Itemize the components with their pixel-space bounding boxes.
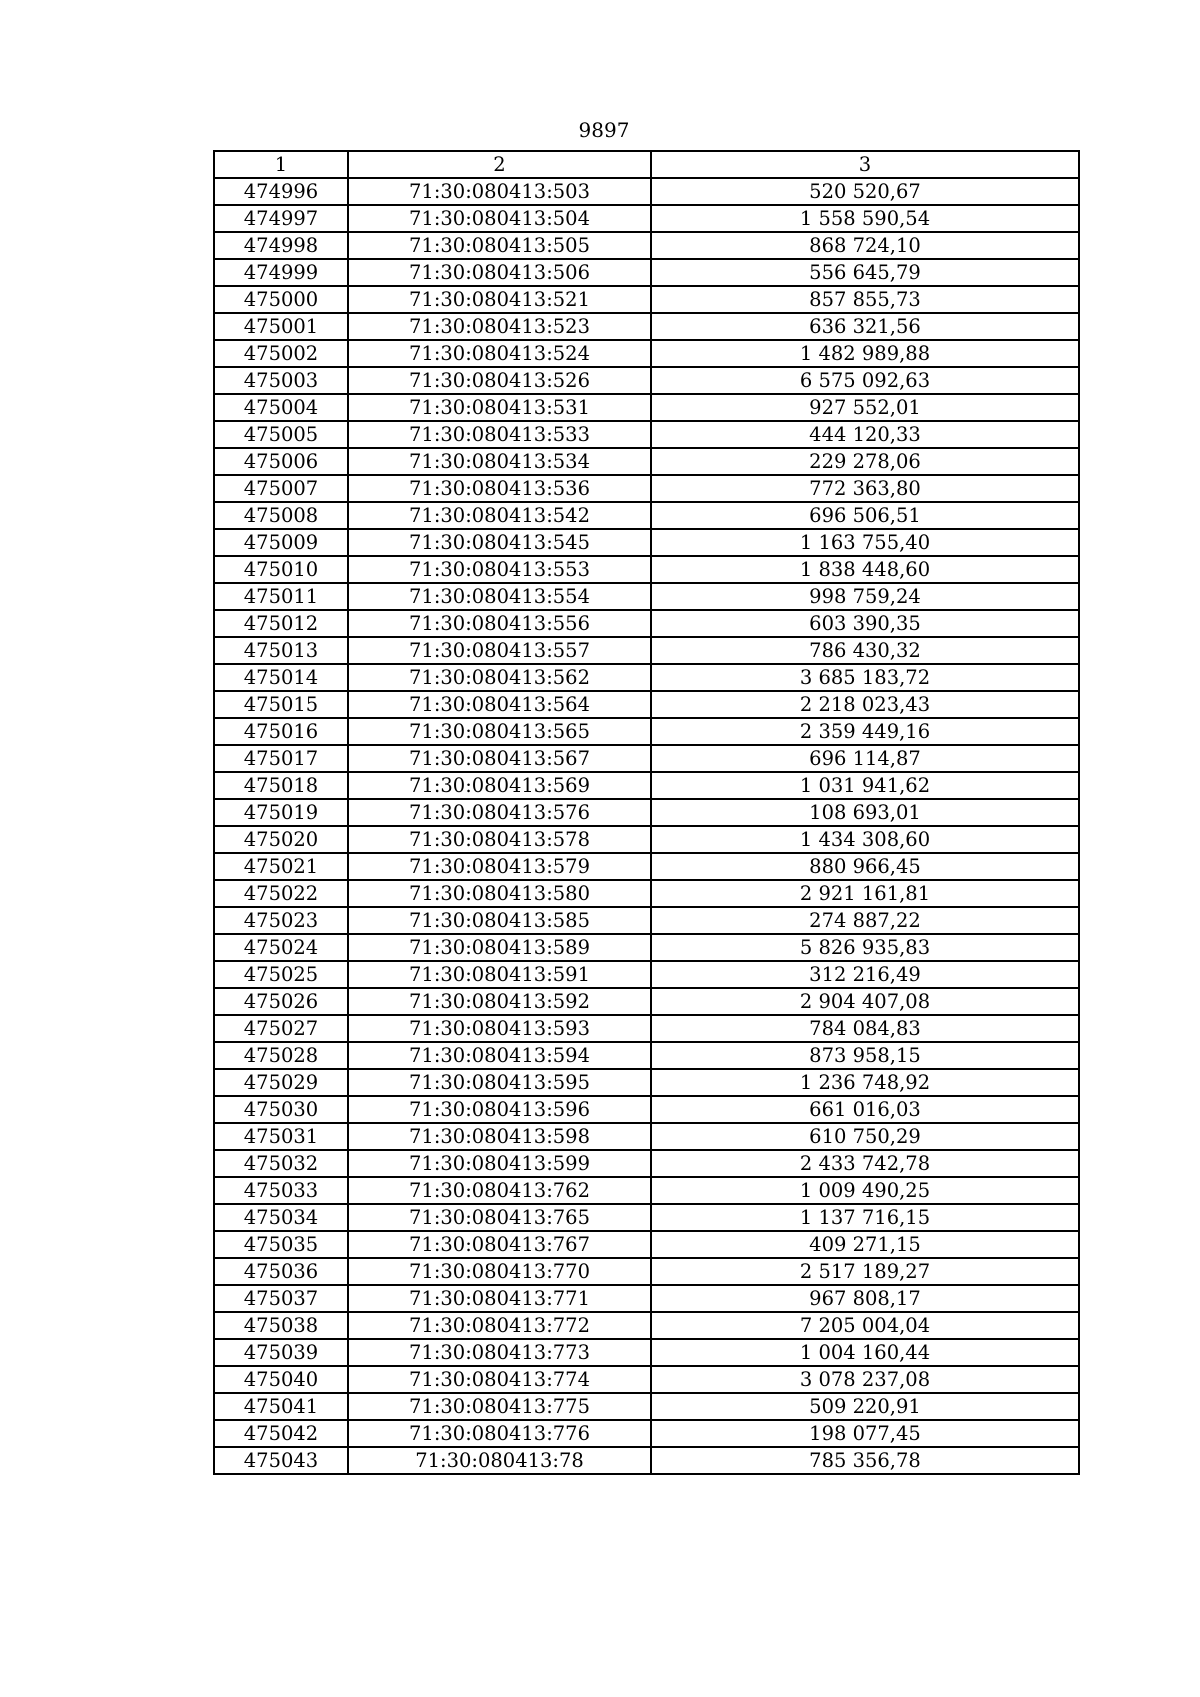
- row-number-cell: 475040: [214, 1366, 348, 1393]
- row-number-cell: 474997: [214, 205, 348, 232]
- cadastral-number-cell: 71:30:080413:593: [348, 1015, 651, 1042]
- row-number-cell: 475008: [214, 502, 348, 529]
- cadastral-number-cell: 71:30:080413:536: [348, 475, 651, 502]
- cadastral-number-cell: 71:30:080413:776: [348, 1420, 651, 1447]
- cadastral-number-cell: 71:30:080413:565: [348, 718, 651, 745]
- cadastral-number-cell: 71:30:080413:775: [348, 1393, 651, 1420]
- row-number-cell: 475009: [214, 529, 348, 556]
- row-number-cell: 475013: [214, 637, 348, 664]
- cadastral-number-cell: 71:30:080413:598: [348, 1123, 651, 1150]
- cadastral-number-cell: 71:30:080413:774: [348, 1366, 651, 1393]
- table-row: [214, 583, 1079, 610]
- row-number-cell: 475005: [214, 421, 348, 448]
- value-cell: 274 887,22: [651, 907, 1079, 934]
- row-number-cell: 474998: [214, 232, 348, 259]
- value-cell: 1 482 989,88: [651, 340, 1079, 367]
- row-number-cell: 475032: [214, 1150, 348, 1177]
- table-row: [214, 988, 1079, 1015]
- table-row: [214, 448, 1079, 475]
- table-row: [214, 529, 1079, 556]
- table-row: [214, 1096, 1079, 1123]
- cadastral-number-cell: 71:30:080413:534: [348, 448, 651, 475]
- column-header: 3: [651, 151, 1079, 178]
- table-row: [214, 1015, 1079, 1042]
- column-header: 2: [348, 151, 651, 178]
- cadastral-number-cell: 71:30:080413:542: [348, 502, 651, 529]
- row-number-cell: 475011: [214, 583, 348, 610]
- table-row: [214, 313, 1079, 340]
- value-cell: 880 966,45: [651, 853, 1079, 880]
- row-number-cell: 475038: [214, 1312, 348, 1339]
- table-row: [214, 1069, 1079, 1096]
- table-row: [214, 637, 1079, 664]
- table-row: [214, 205, 1079, 232]
- cadastral-number-cell: 71:30:080413:553: [348, 556, 651, 583]
- cadastral-number-cell: 71:30:080413:589: [348, 934, 651, 961]
- value-cell: 696 114,87: [651, 745, 1079, 772]
- table-row: [214, 1285, 1079, 1312]
- table-row: [214, 1123, 1079, 1150]
- table-row: [214, 394, 1079, 421]
- value-cell: 1 137 716,15: [651, 1204, 1079, 1231]
- value-cell: 967 808,17: [651, 1285, 1079, 1312]
- cadastral-number-cell: 71:30:080413:554: [348, 583, 651, 610]
- value-cell: 610 750,29: [651, 1123, 1079, 1150]
- cadastral-number-cell: 71:30:080413:567: [348, 745, 651, 772]
- row-number-cell: 475039: [214, 1339, 348, 1366]
- cadastral-number-cell: 71:30:080413:503: [348, 178, 651, 205]
- cadastral-number-cell: 71:30:080413:526: [348, 367, 651, 394]
- row-number-cell: 475023: [214, 907, 348, 934]
- table-row: [214, 1231, 1079, 1258]
- row-number-cell: 475042: [214, 1420, 348, 1447]
- row-number-cell: 475034: [214, 1204, 348, 1231]
- row-number-cell: 475019: [214, 799, 348, 826]
- row-number-cell: 475030: [214, 1096, 348, 1123]
- cadastral-number-cell: 71:30:080413:596: [348, 1096, 651, 1123]
- table-row: [214, 1339, 1079, 1366]
- value-cell: 520 520,67: [651, 178, 1079, 205]
- value-cell: 6 575 092,63: [651, 367, 1079, 394]
- cadastral-number-cell: 71:30:080413:595: [348, 1069, 651, 1096]
- row-number-cell: 475001: [214, 313, 348, 340]
- row-number-cell: 475004: [214, 394, 348, 421]
- table-row: [214, 502, 1079, 529]
- value-cell: 1 434 308,60: [651, 826, 1079, 853]
- row-number-cell: 475016: [214, 718, 348, 745]
- table-row: [214, 961, 1079, 988]
- value-cell: 873 958,15: [651, 1042, 1079, 1069]
- value-cell: 108 693,01: [651, 799, 1079, 826]
- table-row: [214, 1393, 1079, 1420]
- row-number-cell: 475014: [214, 664, 348, 691]
- table-row: [214, 934, 1079, 961]
- value-cell: 409 271,15: [651, 1231, 1079, 1258]
- row-number-cell: 475007: [214, 475, 348, 502]
- table-row: [214, 556, 1079, 583]
- cadastral-number-cell: 71:30:080413:505: [348, 232, 651, 259]
- cadastral-number-cell: 71:30:080413:562: [348, 664, 651, 691]
- row-number-cell: 475041: [214, 1393, 348, 1420]
- cadastral-number-cell: 71:30:080413:767: [348, 1231, 651, 1258]
- cadastral-number-cell: 71:30:080413:557: [348, 637, 651, 664]
- cadastral-number-cell: 71:30:080413:569: [348, 772, 651, 799]
- column-header: 1: [214, 151, 348, 178]
- row-number-cell: 475000: [214, 286, 348, 313]
- row-number-cell: 475037: [214, 1285, 348, 1312]
- value-cell: 509 220,91: [651, 1393, 1079, 1420]
- cadastral-number-cell: 71:30:080413:762: [348, 1177, 651, 1204]
- value-cell: 3 078 237,08: [651, 1366, 1079, 1393]
- table-row: [214, 340, 1079, 367]
- table-row: [214, 1258, 1079, 1285]
- table-row: [214, 826, 1079, 853]
- value-cell: 2 904 407,08: [651, 988, 1079, 1015]
- table-row: [214, 1447, 1079, 1474]
- value-cell: 2 359 449,16: [651, 718, 1079, 745]
- cadastral-number-cell: 71:30:080413:576: [348, 799, 651, 826]
- row-number-cell: 475010: [214, 556, 348, 583]
- cadastral-number-cell: 71:30:080413:771: [348, 1285, 651, 1312]
- cadastral-number-cell: 71:30:080413:773: [348, 1339, 651, 1366]
- row-number-cell: 475027: [214, 1015, 348, 1042]
- value-cell: 2 218 023,43: [651, 691, 1079, 718]
- table-row: [214, 1042, 1079, 1069]
- value-cell: 636 321,56: [651, 313, 1079, 340]
- row-number-cell: 475002: [214, 340, 348, 367]
- cadastral-number-cell: 71:30:080413:585: [348, 907, 651, 934]
- cadastral-number-cell: 71:30:080413:524: [348, 340, 651, 367]
- table-row: [214, 1177, 1079, 1204]
- table-row: [214, 178, 1079, 205]
- row-number-cell: 475025: [214, 961, 348, 988]
- value-cell: 7 205 004,04: [651, 1312, 1079, 1339]
- row-number-cell: 475020: [214, 826, 348, 853]
- row-number-cell: 475035: [214, 1231, 348, 1258]
- table-row: [214, 475, 1079, 502]
- table-row: [214, 691, 1079, 718]
- table-row: [214, 1366, 1079, 1393]
- table-row: [214, 1150, 1079, 1177]
- value-cell: 3 685 183,72: [651, 664, 1079, 691]
- row-number-cell: 475012: [214, 610, 348, 637]
- value-cell: 444 120,33: [651, 421, 1079, 448]
- table-row: [214, 421, 1079, 448]
- value-cell: 198 077,45: [651, 1420, 1079, 1447]
- table-row: [214, 1204, 1079, 1231]
- cadastral-number-cell: 71:30:080413:579: [348, 853, 651, 880]
- data-table: [213, 150, 1080, 1475]
- row-number-cell: 475028: [214, 1042, 348, 1069]
- cadastral-number-cell: 71:30:080413:594: [348, 1042, 651, 1069]
- table-row: [214, 286, 1079, 313]
- table-row: [214, 1312, 1079, 1339]
- value-cell: 2 517 189,27: [651, 1258, 1079, 1285]
- cadastral-number-cell: 71:30:080413:504: [348, 205, 651, 232]
- value-cell: 696 506,51: [651, 502, 1079, 529]
- value-cell: 998 759,24: [651, 583, 1079, 610]
- value-cell: 2 921 161,81: [651, 880, 1079, 907]
- row-number-cell: 475006: [214, 448, 348, 475]
- table-row: [214, 853, 1079, 880]
- cadastral-number-cell: 71:30:080413:578: [348, 826, 651, 853]
- cadastral-number-cell: 71:30:080413:592: [348, 988, 651, 1015]
- value-cell: 661 016,03: [651, 1096, 1079, 1123]
- cadastral-number-cell: 71:30:080413:523: [348, 313, 651, 340]
- row-number-cell: 474999: [214, 259, 348, 286]
- row-number-cell: 475003: [214, 367, 348, 394]
- row-number-cell: 475021: [214, 853, 348, 880]
- table-row: [214, 232, 1079, 259]
- row-number-cell: 475033: [214, 1177, 348, 1204]
- table-row: [214, 772, 1079, 799]
- cadastral-number-cell: 71:30:080413:545: [348, 529, 651, 556]
- cadastral-number-cell: 71:30:080413:770: [348, 1258, 651, 1285]
- row-number-cell: 475022: [214, 880, 348, 907]
- page-number: 9897: [578, 118, 630, 142]
- cadastral-number-cell: 71:30:080413:531: [348, 394, 651, 421]
- cadastral-number-cell: 71:30:080413:506: [348, 259, 651, 286]
- row-number-cell: 475015: [214, 691, 348, 718]
- row-number-cell: 474996: [214, 178, 348, 205]
- cadastral-number-cell: 71:30:080413:533: [348, 421, 651, 448]
- table-row: [214, 610, 1079, 637]
- value-cell: 229 278,06: [651, 448, 1079, 475]
- value-cell: 786 430,32: [651, 637, 1079, 664]
- table-row: [214, 799, 1079, 826]
- value-cell: 927 552,01: [651, 394, 1079, 421]
- value-cell: 5 826 935,83: [651, 934, 1079, 961]
- cadastral-number-cell: 71:30:080413:564: [348, 691, 651, 718]
- row-number-cell: 475036: [214, 1258, 348, 1285]
- value-cell: 1 009 490,25: [651, 1177, 1079, 1204]
- table-row: [214, 367, 1079, 394]
- cadastral-number-cell: 71:30:080413:521: [348, 286, 651, 313]
- cadastral-number-cell: 71:30:080413:772: [348, 1312, 651, 1339]
- row-number-cell: 475031: [214, 1123, 348, 1150]
- value-cell: 784 084,83: [651, 1015, 1079, 1042]
- value-cell: 1 236 748,92: [651, 1069, 1079, 1096]
- value-cell: 1 838 448,60: [651, 556, 1079, 583]
- row-number-cell: 475017: [214, 745, 348, 772]
- value-cell: 785 356,78: [651, 1447, 1079, 1474]
- value-cell: 857 855,73: [651, 286, 1079, 313]
- cadastral-number-cell: 71:30:080413:765: [348, 1204, 651, 1231]
- table-row: [214, 880, 1079, 907]
- value-cell: 868 724,10: [651, 232, 1079, 259]
- value-cell: 556 645,79: [651, 259, 1079, 286]
- cadastral-number-cell: 71:30:080413:556: [348, 610, 651, 637]
- value-cell: 312 216,49: [651, 961, 1079, 988]
- row-number-cell: 475026: [214, 988, 348, 1015]
- row-number-cell: 475043: [214, 1447, 348, 1474]
- table-row: [214, 718, 1079, 745]
- table-row: [214, 1420, 1079, 1447]
- cadastral-number-cell: 71:30:080413:78: [348, 1447, 651, 1474]
- value-cell: 1 558 590,54: [651, 205, 1079, 232]
- table-body: [214, 151, 1079, 1474]
- value-cell: 1 163 755,40: [651, 529, 1079, 556]
- value-cell: 1 031 941,62: [651, 772, 1079, 799]
- cadastral-number-cell: 71:30:080413:591: [348, 961, 651, 988]
- header-row: [214, 151, 1079, 178]
- row-number-cell: 475024: [214, 934, 348, 961]
- table-row: [214, 745, 1079, 772]
- value-cell: 2 433 742,78: [651, 1150, 1079, 1177]
- table-row: [214, 259, 1079, 286]
- table-row: [214, 664, 1079, 691]
- value-cell: 1 004 160,44: [651, 1339, 1079, 1366]
- row-number-cell: 475029: [214, 1069, 348, 1096]
- value-cell: 772 363,80: [651, 475, 1079, 502]
- table-row: [214, 907, 1079, 934]
- cadastral-number-cell: 71:30:080413:580: [348, 880, 651, 907]
- cadastral-number-cell: 71:30:080413:599: [348, 1150, 651, 1177]
- row-number-cell: 475018: [214, 772, 348, 799]
- value-cell: 603 390,35: [651, 610, 1079, 637]
